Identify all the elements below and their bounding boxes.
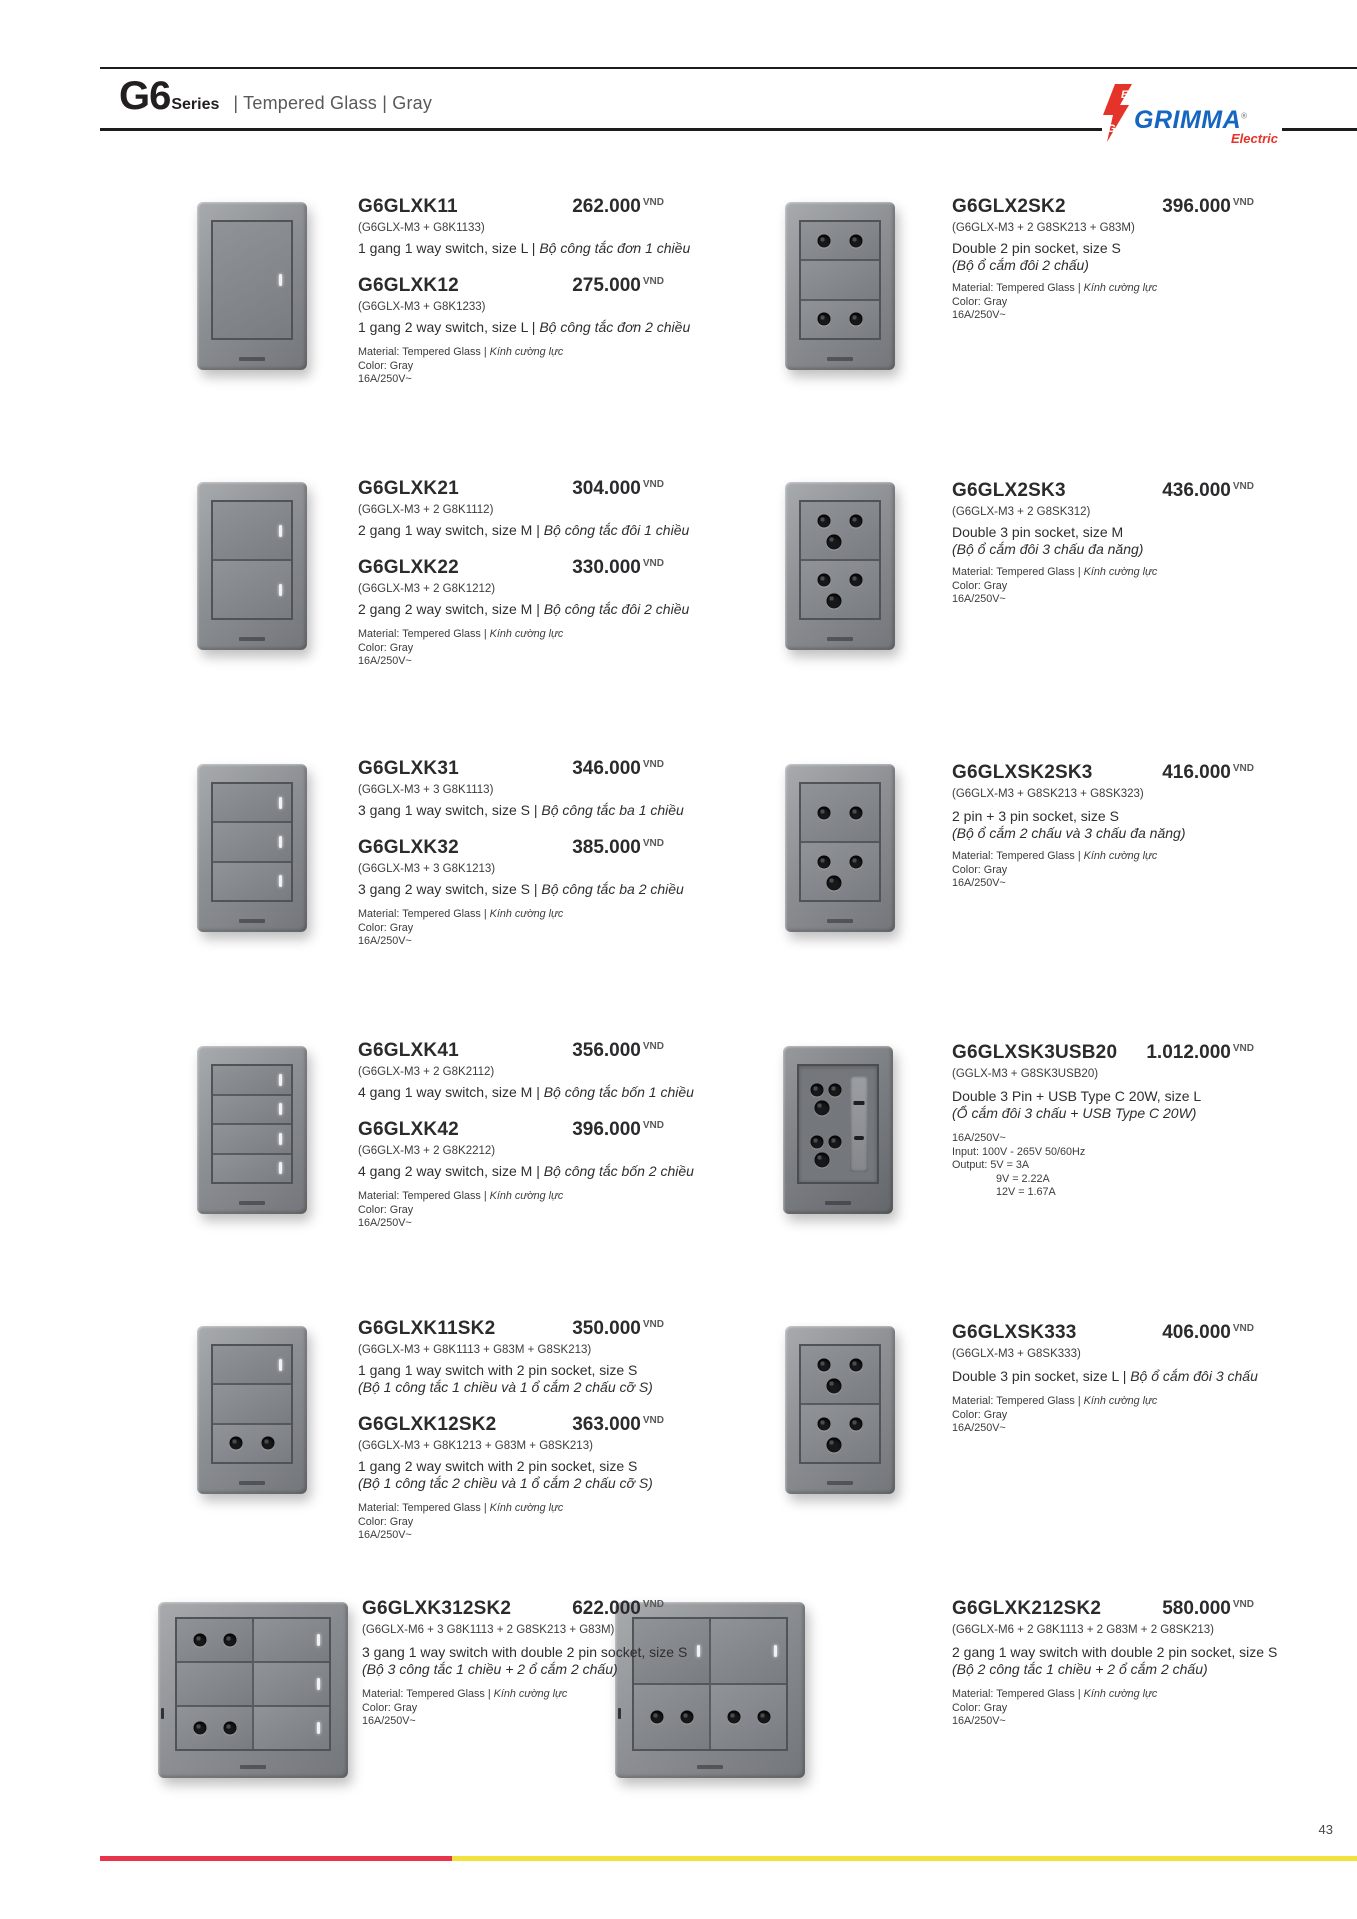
currency-label: VND	[642, 196, 664, 208]
product-price: 330.000 $^{VND}$	[572, 557, 664, 578]
brand-mark	[697, 1765, 723, 1769]
product-card	[362, 1598, 688, 1729]
product-card	[358, 1318, 664, 1543]
socket-2pin	[711, 1683, 786, 1749]
brand-mark	[239, 1201, 265, 1205]
product-desc: 1 gang 1 way switch with 2 pin socket, size S (Bộ 1 công tắc 1 chiều và 1 ổ cắm 2 chấu cỡ S)	[358, 1362, 653, 1395]
product-code: G6GLXK12	[358, 275, 459, 296]
switch-indicator	[774, 1645, 777, 1657]
product-desc: 3 gang 1 way switch, size S | Bộ công tắc ba 1 chiều	[358, 802, 684, 818]
product-desc: 2 gang 1 way switch with double 2 pin socket, size S (Bộ 2 công tắc 1 chiều + 2 ổ cắm 2 chấu)	[952, 1644, 1278, 1677]
socket-hole	[826, 1378, 841, 1393]
socket-2pin	[213, 1423, 291, 1462]
component-codes: (G6GLX-M3 + 2 G8K2112)	[358, 1066, 495, 1078]
component-codes: (G6GLX-M3 + 3 G8K1113)	[358, 784, 494, 796]
switch-rocker	[254, 1705, 329, 1749]
currency-label: VND	[642, 1598, 664, 1610]
title-row	[952, 1042, 1254, 1064]
product-code: G6GLXK12SK2	[358, 1414, 497, 1435]
socket-hole	[680, 1711, 693, 1724]
footer-rule-yellow	[452, 1856, 1357, 1861]
product-price: 580.000 $^{VND}$	[1162, 1598, 1254, 1619]
product-card	[952, 762, 1254, 891]
spec-material: Material: Tempered Glass | Kính cường lực	[358, 628, 564, 640]
socket-hole	[811, 1084, 824, 1097]
switch-indicator	[317, 1722, 320, 1734]
socket-hole	[818, 856, 831, 869]
component-codes: (G6GLX-M3 + 2 G8SK312)	[952, 506, 1091, 518]
spec-material: Material: Tempered Glass | Kính cường lực	[952, 850, 1158, 862]
socket-2pin	[801, 784, 879, 841]
socket-hole	[230, 1437, 243, 1450]
brand-mark	[825, 1201, 851, 1205]
usb-c-port	[854, 1136, 864, 1141]
socket-hole	[849, 313, 862, 326]
switch-rocker	[254, 1619, 329, 1661]
product-desc: 1 gang 2 way switch, size L | Bộ công tắc đơn 2 chiều	[358, 319, 691, 335]
product-price: 1.012.000 $^{VND}$	[1146, 1042, 1254, 1063]
spec-material: Material: Tempered Glass | Kính cường lực	[358, 346, 564, 358]
spec-color: Color: Gray	[952, 1408, 1008, 1421]
product-desc: 4 gang 2 way switch, size M | Bộ công tắc bốn 2 chiều	[358, 1163, 694, 1179]
socket-3pin	[804, 1074, 848, 1122]
spec-rating: 16A/250V~	[952, 877, 1006, 889]
title-row	[952, 1322, 1254, 1344]
spec-color: Color: Gray	[952, 863, 1008, 876]
brand-name: GRIMMA®	[1134, 106, 1248, 134]
lightning-bolt-icon	[1102, 84, 1134, 142]
component-codes: (G6GLX-M3 + 3 G8K1213)	[358, 863, 496, 875]
spec-material: Material: Tempered Glass | Kính cường lực	[952, 282, 1158, 294]
socket-hole	[261, 1437, 274, 1450]
title-row	[952, 1598, 1254, 1620]
component-codes: (G6GLX-M6 + 2 G8K1113 + 2 G83M + 2 G8SK213)	[952, 1624, 1214, 1636]
component-codes: (G6GLX-M3 + G8K1133)	[358, 222, 485, 234]
product-image-2pin-3pin-socket	[785, 764, 895, 932]
spec-rating: 16A/250V~	[358, 1529, 412, 1541]
spec-material: Material: Tempered Glass | Kính cường lực	[358, 1190, 564, 1202]
product-desc: Double 2 pin socket, size S (Bộ ổ cắm đôi 2 chấu)	[952, 240, 1121, 273]
product-code: G6GLXSK3USB20	[952, 1042, 1118, 1063]
switch-rocker	[213, 1066, 291, 1094]
spec-color: Color: Gray	[952, 295, 1008, 308]
socket-hole	[818, 515, 831, 528]
switch-indicator	[279, 875, 282, 887]
title-row	[358, 275, 664, 297]
currency-label: VND	[1232, 196, 1254, 208]
blank-module	[801, 259, 879, 298]
product-specs	[358, 908, 664, 949]
spec-output-5v: Output: 5V = 3A	[952, 1159, 1030, 1171]
product-specs	[952, 566, 1254, 607]
switch-indicator	[279, 274, 282, 286]
switch-rocker	[711, 1619, 786, 1683]
product-price: 416.000 $^{VND}$	[1162, 762, 1254, 783]
product-price: 262.000 $^{VND}$	[572, 196, 664, 217]
product-price: 304.000 $^{VND}$	[572, 478, 664, 499]
switch-indicator	[279, 1074, 282, 1086]
product-price: 346.000 $^{VND}$	[572, 758, 664, 779]
spec-color: Color: Gray	[952, 579, 1008, 592]
title-row	[358, 837, 664, 859]
product-price: 356.000 $^{VND}$	[572, 1040, 664, 1061]
product-code: G6GLXSK2SK3	[952, 762, 1093, 783]
footer-rule-red	[100, 1856, 452, 1861]
usb-panel	[850, 1076, 868, 1172]
product-code: G6GLX2SK2	[952, 196, 1066, 217]
spec-rating: 16A/250V~	[952, 593, 1006, 605]
spec-color: Color: Gray	[362, 1701, 418, 1714]
currency-label: VND	[1232, 1598, 1254, 1610]
component-codes: (G6GLX-M3 + 2 G8K1212)	[358, 583, 496, 595]
title-row	[358, 758, 664, 780]
product-specs	[358, 1502, 664, 1543]
socket-hole	[757, 1711, 770, 1724]
socket-hole	[193, 1722, 206, 1735]
switch-indicator	[279, 1103, 282, 1115]
currency-label: VND	[642, 557, 664, 569]
brand-mark	[239, 357, 265, 361]
socket-hole	[849, 806, 862, 819]
title-row	[358, 196, 664, 218]
product-price: 436.000 $^{VND}$	[1162, 480, 1254, 501]
socket-hole	[849, 234, 862, 247]
component-codes: (G6GLX-M3 + 2 G8SK213 + G83M)	[952, 222, 1135, 234]
currency-label: VND	[1232, 762, 1254, 774]
product-image-switch-3gang	[197, 764, 307, 932]
brand-text	[1134, 108, 1282, 145]
socket-3pin	[801, 1346, 879, 1403]
usb-a-port	[854, 1101, 865, 1105]
spec-color: Color: Gray	[952, 1701, 1008, 1714]
spec-material: Material: Tempered Glass | Kính cường lực	[358, 1502, 564, 1514]
page-number: 43	[1318, 1822, 1333, 1837]
product-price: 350.000 $^{VND}$	[572, 1318, 664, 1339]
product-image-switch-socket-combo	[197, 1326, 307, 1494]
socket-hole	[849, 856, 862, 869]
socket-2pin	[177, 1705, 252, 1749]
socket-hole	[849, 574, 862, 587]
product-card	[952, 1042, 1254, 1200]
spec-color: Color: Gray	[358, 1515, 414, 1528]
switch-rocker	[213, 559, 291, 618]
currency-label: VND	[1232, 1042, 1254, 1054]
product-image-switch-2gang	[197, 482, 307, 650]
product-image-double-3pin-socket-L	[785, 1326, 895, 1494]
product-desc: 2 gang 1 way switch, size M | Bộ công tắc đôi 1 chiều	[358, 522, 690, 538]
socket-hole	[849, 515, 862, 528]
switch-rocker	[254, 1661, 329, 1705]
product-code: G6GLXK32	[358, 837, 459, 858]
brand-mark	[239, 919, 265, 923]
series-word: Series	[171, 96, 220, 113]
currency-label: VND	[642, 478, 664, 490]
title-row	[358, 1318, 664, 1340]
socket-hole	[826, 875, 841, 890]
registered-mark: ®	[1241, 111, 1248, 121]
switch-indicator	[279, 1359, 282, 1371]
socket-hole	[193, 1634, 206, 1647]
spec-rating: 16A/250V~	[952, 1715, 1006, 1727]
socket-hole	[727, 1711, 740, 1724]
spec-rating: 16A/250V~	[358, 655, 412, 667]
component-codes: (G6GLX-M3 + G8K1213 + G83M + G8SK213)	[358, 1440, 593, 1452]
socket-hole	[818, 234, 831, 247]
socket-hole	[223, 1722, 236, 1735]
power-specs	[952, 1132, 1254, 1200]
currency-label: VND	[642, 1414, 664, 1426]
socket-hole	[223, 1634, 236, 1647]
product-desc: 2 gang 2 way switch, size M | Bộ công tắc đôi 2 chiều	[358, 601, 690, 617]
component-codes: (G6GLX-M3 + G8K1113 + G83M + G8SK213)	[358, 1344, 592, 1356]
svg-text:G: G	[1107, 123, 1116, 135]
switch-indicator	[279, 584, 282, 596]
spec-color: Color: Gray	[358, 1203, 414, 1216]
switch-indicator	[317, 1678, 320, 1690]
socket-hole	[818, 574, 831, 587]
product-specs	[952, 282, 1254, 323]
product-image-socket-usb	[783, 1046, 893, 1214]
socket-hole	[815, 1152, 830, 1167]
socket-3pin	[801, 502, 879, 559]
product-desc: Double 3 pin socket, size M (Bộ ổ cắm đôi 3 chấu đa năng)	[952, 524, 1144, 557]
brand-mark	[827, 1481, 853, 1485]
currency-label: VND	[642, 1119, 664, 1131]
spec-material: Material: Tempered Glass | Kính cường lực	[952, 1688, 1158, 1700]
component-codes: (GGLX-M3 + G8SK3USB20)	[952, 1068, 1099, 1080]
switch-rocker	[213, 861, 291, 900]
product-code: G6GLXK22	[358, 557, 459, 578]
component-codes: (G6GLX-M3 + G8SK213 + G8SK323)	[952, 788, 1144, 800]
socket-2pin	[801, 222, 879, 259]
brand-mark	[827, 357, 853, 361]
spec-rating: 16A/250V~	[358, 935, 412, 947]
product-price: 396.000 $^{VND}$	[572, 1119, 664, 1140]
component-codes: (G6GLX-M3 + G8SK333)	[952, 1348, 1081, 1360]
switch-indicator	[279, 1162, 282, 1174]
product-specs	[358, 628, 664, 669]
product-card	[952, 1322, 1258, 1436]
product-code: G6GLXSK333	[952, 1322, 1077, 1343]
series-name: G6	[119, 74, 171, 118]
product-card	[952, 1598, 1278, 1729]
spec-color: Color: Gray	[358, 921, 414, 934]
socket-hole	[815, 1100, 830, 1115]
product-desc: 3 gang 2 way switch, size S | Bộ công tắc ba 2 chiều	[358, 881, 684, 897]
product-price: 396.000 $^{VND}$	[1162, 196, 1254, 217]
currency-label: VND	[642, 837, 664, 849]
switch-column	[252, 1619, 329, 1749]
spec-rating: 16A/250V~	[952, 1422, 1006, 1434]
spec-input: Input: 100V - 265V 50/60Hz	[952, 1145, 1086, 1158]
socket-3pin	[801, 841, 879, 900]
spec-rating: 16A/250V~	[358, 373, 412, 385]
product-code: G6GLXK31	[358, 758, 459, 779]
brand-mark	[239, 1481, 265, 1485]
socket-hole	[826, 534, 841, 549]
switch-rocker	[213, 502, 291, 559]
product-card	[952, 480, 1254, 607]
title-row	[358, 1414, 664, 1436]
switch-rocker	[213, 821, 291, 860]
blank-module	[213, 1383, 291, 1422]
svg-text:E: E	[1121, 89, 1129, 101]
product-code: G6GLXK41	[358, 1040, 459, 1061]
top-rule	[100, 67, 1357, 69]
component-codes: (G6GLX-M6 + 3 G8K1113 + 2 G8SK213 + G83M)	[362, 1624, 615, 1636]
product-price: 406.000 $^{VND}$	[1162, 1322, 1254, 1343]
product-price: 622.000 $^{VND}$	[572, 1598, 664, 1619]
product-specs	[952, 1688, 1254, 1729]
currency-label: VND	[642, 1040, 664, 1052]
socket-hole	[826, 1437, 841, 1452]
switch-rocker	[213, 784, 291, 821]
product-desc: 1 gang 1 way switch, size L | Bộ công tắc đơn 1 chiều	[358, 240, 691, 256]
product-desc: 3 gang 1 way switch with double 2 pin socket, size S (Bộ 3 công tắc 1 chiều + 2 ổ cắm 2 chấu)	[362, 1644, 688, 1677]
product-image-double-3pin-socket	[785, 482, 895, 650]
currency-label: VND	[642, 1318, 664, 1330]
currency-label: VND	[1232, 1322, 1254, 1334]
product-specs	[952, 1395, 1254, 1436]
switch-rocker	[213, 1346, 291, 1383]
product-code: G6GLXK212SK2	[952, 1598, 1102, 1619]
product-image-wide-3switch-2socket	[158, 1602, 348, 1778]
spec-color: Color: Gray	[358, 359, 414, 372]
currency-label: VND	[1232, 480, 1254, 492]
title-row	[358, 478, 664, 500]
switch-rocker	[213, 1123, 291, 1153]
product-desc: 1 gang 2 way switch with 2 pin socket, size S (Bộ 1 công tắc 2 chiều và 1 ổ cắm 2 chấu cỡ S)	[358, 1458, 653, 1491]
product-desc: Double 3 pin socket, size L | Bộ ổ cắm đôi 3 chấu	[952, 1368, 1258, 1384]
product-desc: 4 gang 1 way switch, size M | Bộ công tắc bốn 1 chiều	[358, 1084, 694, 1100]
socket-hole	[828, 1136, 841, 1149]
product-specs	[362, 1688, 664, 1729]
title-row	[358, 1119, 664, 1141]
product-image-switch-1gang	[197, 202, 307, 370]
component-codes: (G6GLX-M3 + 2 G8K1112)	[358, 504, 494, 516]
product-price: 363.000 $^{VND}$	[572, 1414, 664, 1435]
component-codes: (G6GLX-M3 + 2 G8K2212)	[358, 1145, 496, 1157]
product-specs	[358, 1190, 664, 1231]
spec-rating: 16A/250V~	[952, 309, 1006, 321]
socket-3pin	[801, 559, 879, 618]
socket-3pin	[804, 1126, 848, 1174]
title-row	[358, 1040, 664, 1062]
socket-hole	[849, 1418, 862, 1431]
title-row	[952, 480, 1254, 502]
product-code: G6GLXK312SK2	[362, 1598, 512, 1619]
socket-2pin	[801, 299, 879, 338]
spec-output-9v: 9V = 2.22A	[996, 1172, 1050, 1185]
title-row	[358, 557, 664, 579]
combo-column	[709, 1619, 786, 1749]
socket-hole	[818, 1359, 831, 1372]
series-subtitle: | Tempered Glass | Gray	[233, 93, 433, 113]
product-image-switch-4gang	[197, 1046, 307, 1214]
currency-label: VND	[642, 275, 664, 287]
socket-3pin	[801, 1403, 879, 1462]
title-row	[952, 762, 1254, 784]
spec-material: Material: Tempered Glass | Kính cường lực	[362, 1688, 568, 1700]
spec-material: Material: Tempered Glass | Kính cường lực	[952, 1395, 1158, 1407]
component-codes: (G6GLX-M3 + G8K1233)	[358, 301, 486, 313]
socket-hole	[818, 313, 831, 326]
brand-sub: Electric	[1231, 131, 1278, 146]
product-code: G6GLXK11	[358, 196, 458, 217]
product-image-double-2pin-socket	[785, 202, 895, 370]
product-specs	[358, 346, 664, 387]
switch-rocker	[213, 1094, 291, 1124]
product-desc: Double 3 Pin + USB Type C 20W, size L (Ổ cắm đôi 3 chấu + USB Type C 20W)	[952, 1088, 1202, 1121]
brand-mark	[827, 637, 853, 641]
spec-rating: 16A/250V~	[362, 1715, 416, 1727]
page-title	[119, 74, 432, 119]
switch-indicator	[279, 836, 282, 848]
spec-output-12v: 12V = 1.67A	[996, 1186, 1056, 1198]
product-card	[358, 478, 690, 669]
socket-column	[177, 1619, 252, 1749]
socket-hole	[818, 806, 831, 819]
title-row	[362, 1598, 664, 1620]
title-row	[952, 196, 1254, 218]
product-code: G6GLXK21	[358, 478, 459, 499]
socket-hole	[811, 1136, 824, 1149]
currency-label: VND	[642, 758, 664, 770]
brand-mark	[827, 919, 853, 923]
product-card	[358, 758, 684, 949]
switch-indicator	[279, 1133, 282, 1145]
spec-rating: 16A/250V~	[952, 1132, 1006, 1144]
spec-rating: 16A/250V~	[358, 1217, 412, 1229]
switch-indicator	[697, 1645, 700, 1657]
spec-color: Color: Gray	[358, 641, 414, 654]
product-code: G6GLX2SK3	[952, 480, 1066, 501]
socket-hole	[849, 1359, 862, 1372]
socket-hole	[818, 1418, 831, 1431]
socket-hole	[828, 1084, 841, 1097]
product-price: 275.000 $^{VND}$	[572, 275, 664, 296]
socket-2pin	[177, 1619, 252, 1661]
mounting-clip	[161, 1708, 164, 1719]
socket-hole	[826, 593, 841, 608]
product-specs	[952, 850, 1254, 891]
product-card	[358, 1040, 694, 1231]
blank-module	[177, 1661, 252, 1705]
product-code: G6GLXK11SK2	[358, 1318, 496, 1339]
product-card	[952, 196, 1254, 323]
spec-material: Material: Tempered Glass | Kính cường lực	[358, 908, 564, 920]
product-code: G6GLXK42	[358, 1119, 459, 1140]
switch-rocker	[213, 222, 291, 338]
switch-indicator	[317, 1634, 320, 1646]
switch-indicator	[279, 525, 282, 537]
product-card	[358, 196, 691, 387]
spec-material: Material: Tempered Glass | Kính cường lực	[952, 566, 1158, 578]
product-desc: 2 pin + 3 pin socket, size S (Bộ ổ cắm 2 chấu và 3 chấu đa năng)	[952, 808, 1186, 841]
product-price: 385.000 $^{VND}$	[572, 837, 664, 858]
switch-indicator	[279, 797, 282, 809]
brand-mark	[240, 1765, 266, 1769]
brand-mark	[239, 637, 265, 641]
brand-logo	[1102, 84, 1282, 148]
switch-rocker	[213, 1153, 291, 1183]
